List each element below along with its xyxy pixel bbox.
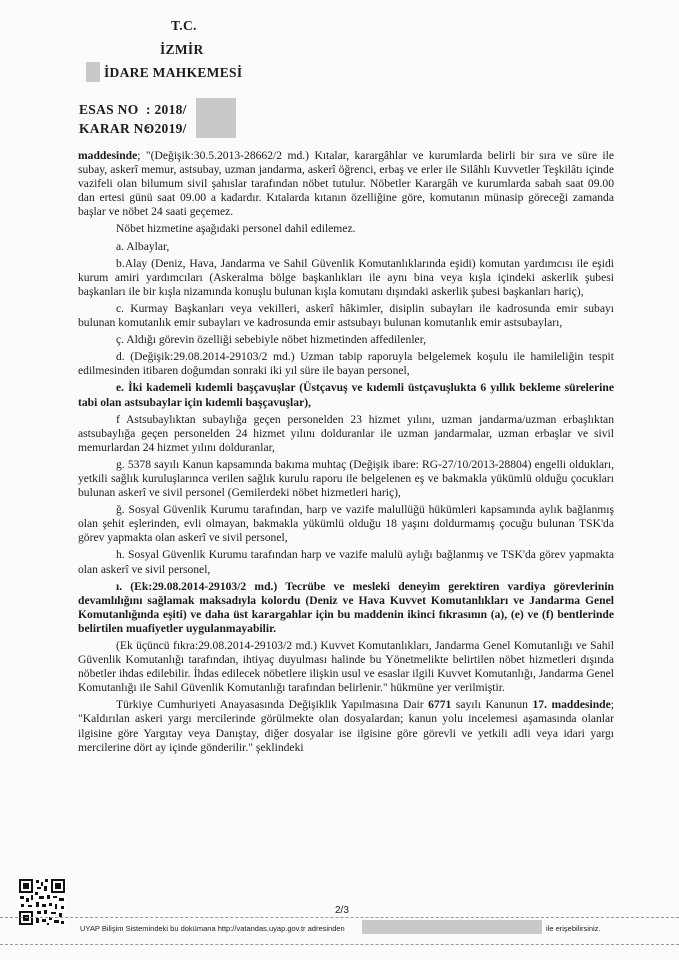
article-ref: 17. maddesinde [532, 698, 611, 712]
paragraph-constitution [78, 698, 614, 754]
list-item-g: g. 5378 sayılı Kanun kapsamında bakıma muhtaç (Değişik ibare: RG-27/10/2013-28804) engelli oldukları, yetkili sağlık kuruluşlarınca verilen sağlık kurulu raporu ile belgelenen eş ve bakmakla yükümlü olduğu çocukları bulunan askerî ve sivil personel (Gemilerdeki nöbet hizmetleri hariç), [78, 457, 614, 500]
header-tc: T.C. [171, 18, 197, 33]
esas-value: : 2018/ [146, 102, 187, 117]
footer-divider [0, 917, 679, 918]
article-text: ; "(Değişik:30.5.2013-28662/2 md.) Kıtalar, karargâhlar ve kurumlarda belirli bir sıra ve süre ile subay, askerî memur, astsubay, uzman jandarma, askerî öğrenci, erbaş ve erler ile Silâhlı Kuvvetler Teşkilâtı içinde vazifeli olan bilumum sivil şahıslar tarafından nöbet tutulur. Nöbetler Karargâh ve kurumlarda sabah saat 09.00 dan ertesi günü saat 09.00 a kadardır. Kıtalarda kıtanın özelliğine göre, komutanın münasip göreceği zamanda başlar ve nöbet 24 saati geçemez. [78, 149, 614, 219]
karar-label: KARAR NO [79, 121, 155, 136]
paragraph-additional: (Ek üçüncü fıkra:29.08.2014-29103/2 md.) Kuvvet Komutanlıkları, Jandarma Genel Komutanlığı ve Sahil Güvenlik Komutanlığı tarafından, ihtiyaç duyulması halinde bu Yönetmelikte belirtilen nöbet hizmetleri dışında nöbetler ihdas edilebilir. İhdas edilecek nöbetlere ilişkin usul ve esaslar ilgili Kuvvet Komutanlığı, Jandarma Genel Komutanlığı ile Sahil Güvenlik Komutanlığı tarafından belirlenir." hükmüne yer verilmiştir. [78, 639, 614, 695]
footer-note-end: ile erişebilirsiniz. [546, 924, 601, 933]
redaction-box [362, 920, 542, 934]
redaction-box [196, 98, 236, 138]
list-item-f: f Astsubaylıktan subaylığa geçen personelden 23 hizmet yılını, uzman jandarma/uzman erbaşlıktan astsubaylığa geçen personelden 24 hizmet yılını dolduranlar ile uzman jandarmalar, uzman erbaşlar ve sivil memurlardan 24 hizmet yılını dolduranlar, [78, 412, 614, 454]
list-item-e: e. İki kademeli kıdemli başçavuşlar (Üstçavuş ve kıdemli üstçavuşlukta 6 yıllık bekleme sürelerine tabi olan astsubaylar için kıdemli başçavuşlar), [78, 381, 614, 409]
list-item-c: c. Kurmay Başkanları veya vekilleri, askerî hâkimler, disiplin subayları ile kadrosunda emir subayı bulunan komutanlık emir subayları ve kadrosunda emir astsubayı bulunan komutanlık emir astsubayları, [78, 301, 614, 330]
header-city: İZMİR [160, 42, 204, 57]
list-item-h: h. Sosyal Güvenlik Kurumu tarafından harp ve vazife malulü aylığı bağlanmış ve TSK'da görev yapmakta olan askerî ve sivil personel, [78, 548, 614, 576]
karar-value: : 2019/ [146, 121, 187, 136]
list-item-a: a. Albaylar, [116, 239, 170, 253]
paragraph-article [78, 149, 614, 219]
text-span: ; "Kaldırılan askeri yargı mercilerinde görülmekte olan dosyalardan; kanun yolu incelemesi aşamasında olanlar ilgisine göre Yargıtay veya Danıştay, diğer dosyalar ise ilgisine göre görevli ve yetkili adli veya idari yargı mercilerine dört ay içinde gönderilir." şeklindeki [78, 698, 614, 754]
law-number: 6771 [428, 698, 452, 712]
page-number: 2/3 [335, 905, 349, 916]
redaction-box [86, 62, 100, 82]
paragraph-intro: Nöbet hizmetine aşağıdaki personel dahil edilemez. [116, 222, 356, 236]
text-span: Türkiye Cumhuriyeti Anayasasında Değişiklik Yapılmasına Dair [116, 698, 429, 712]
footer-divider [0, 944, 679, 945]
header-court: İDARE MAHKEMESİ [104, 65, 243, 80]
list-item-i: ı. (Ek:29.08.2014-29103/2 md.) Tecrübe ve mesleki deneyim gerektiren vardiya görevlerinin devamlılığını sağlamak maksadıyla kolordu (Deniz ve Hava Kuvvet Komutanlıkları ve Jandarma Genel Komutanlığında eşiti) ve daha üst karargahlar için bu maddenin ikinci fıkrasının (a), (e) ve (f) bentlerinde belirtilen muafiyetler uygulanmayabilir. [78, 579, 614, 635]
text-span: sayılı Kanunun [451, 698, 533, 712]
list-item-cc: ç. Aldığı görevin özelliği sebebiyle nöbet hizmetinden affedilenler, [116, 333, 427, 347]
list-item-d: d. (Değişik:29.08.2014-29103/2 md.) Uzman tabip raporuyla belgelemek koşulu ile hamileliğin tespit edilmesinden itibaren doğumdan sonraki iki yıl süre ile bayan personel, [78, 350, 614, 378]
document-body [78, 149, 614, 758]
list-item-b: b.Alay (Deniz, Hava, Jandarma ve Sahil Güvenlik Komutanlıklarında eşidi) komutan yardımcısı ile eşidi kurum amiri yardımcıları (Askeralma bölge başkanlıkları ile aynı bina veya kışla içindeki askerlik şubesi başkanları ile bir kışla nizamında konuşlu bulunan kışla komutanı dışındaki askerlik şubesi başkanları hariç), [78, 256, 614, 298]
list-item-gg: ğ. Sosyal Güvenlik Kurumu tarafından, harp ve vazife malullüğü hükümleri kapsamında aylık bağlanmış olan şehit eşlerinden, evli olmayan, bakmakla yükümlü olduğu 18 yaşını doldurmamış çocuğu bulunan TSK'da görev yapmakta olan askerî ve sivil personel, [78, 503, 614, 545]
esas-label: ESAS NO [79, 102, 139, 117]
footer-note: UYAP Bilişim Sistemindeki bu dokümana http://vatandas.uyap.gov.tr adresinden [80, 924, 345, 933]
article-ref: maddesinde [78, 149, 138, 162]
qr-code [18, 878, 66, 926]
